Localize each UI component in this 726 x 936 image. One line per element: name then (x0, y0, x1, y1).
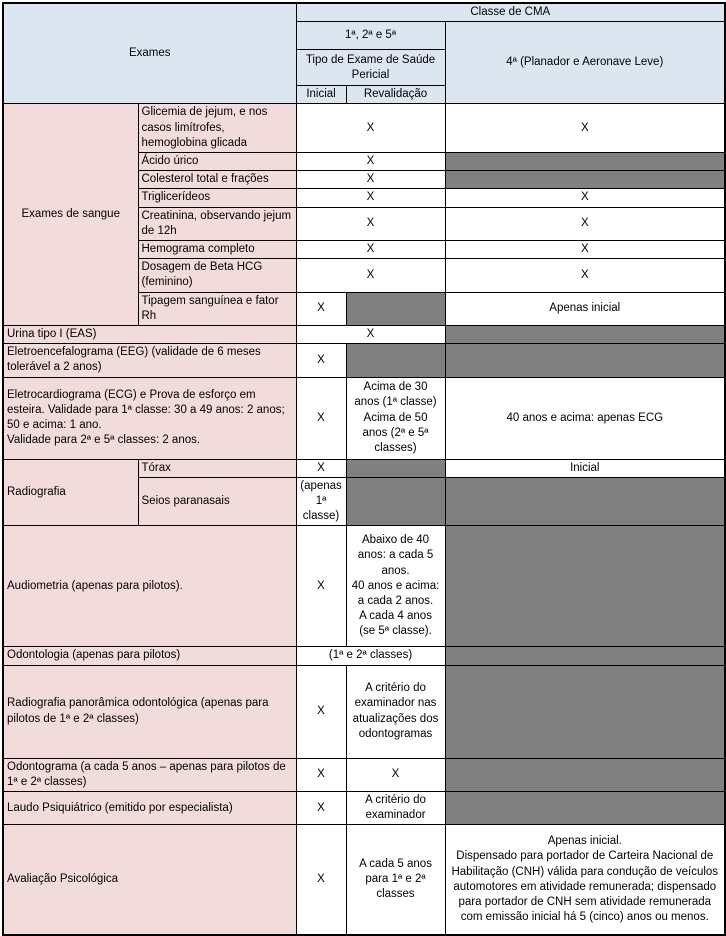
row-laudo-psiquiatrico (3, 792, 725, 825)
cell-avaliacao-psicologica-revalidacao: A cada 5 anos para 1ª e 2ª classes (346, 825, 445, 935)
cell-urina-mark: X (296, 326, 445, 344)
cell-radiografia-panoramica-inicial: X (296, 665, 346, 758)
cell-ecg-inicial: X (296, 377, 346, 459)
cell-colesterol-classe4-blocked (445, 171, 725, 189)
cell-avaliacao-psicologica-label: Avaliação Psicológica (3, 825, 296, 935)
cell-radiografia-panoramica-revalidacao: A critério do examinador nas atualizações dos odontogramas (346, 665, 445, 758)
cell-seios-inicial: (apenas 1ª classe) (296, 477, 346, 526)
cell-avaliacao-psicologica-inicial: X (296, 825, 346, 935)
cell-seios-revalidacao-blocked (346, 477, 445, 526)
cell-beta-hcg-label: Dosagem de Beta HCG (feminino) (138, 259, 296, 292)
header-row-classe-cma (3, 3, 725, 22)
cell-odontologia-mark: (1ª e 2ª classes) (296, 647, 445, 665)
row-glicemia (3, 104, 725, 153)
cell-creatinina-label: Creatinina, observando jejum de 12h (138, 207, 296, 240)
cell-seios-label: Seios paranasais (138, 477, 296, 526)
cell-audiometria-label: Audiometria (apenas para pilotos). (3, 526, 296, 647)
cell-radiografia-panoramica-label: Radiografia panorâmica odontológica (apenas para pilotos de 1ª e 2ª classes) (3, 665, 296, 758)
cell-odontograma-classe4-blocked (445, 758, 725, 791)
header-classe-4: 4ª (Planador e Aeronave Leve) (445, 22, 725, 104)
cell-hemograma-label: Hemograma completo (138, 241, 296, 259)
cell-tipagem-revalidacao-blocked (346, 292, 445, 325)
cell-torax-label: Tórax (138, 459, 296, 477)
group-radiografia: Radiografia (3, 459, 138, 526)
cell-ecg-label: Eletrocardiograma (ECG) e Prova de esforço em esteira. Validade para 1ª classe: 30 a 49 anos: 2 anos; 50 e acima: 1 ano. Validade para 2ª e 5ª classes: 2 anos. (3, 377, 296, 459)
header-classe-cma: Classe de CMA (296, 3, 725, 22)
row-torax (3, 459, 725, 477)
cell-laudo-psiquiatrico-inicial: X (296, 792, 346, 825)
cell-glicemia-classe4: X (445, 104, 725, 153)
cell-odontologia-classe4-blocked (445, 647, 725, 665)
row-avaliacao-psicologica (3, 825, 725, 935)
cell-beta-hcg-mark: X (296, 259, 445, 292)
cell-beta-hcg-classe4: X (445, 259, 725, 292)
cell-ecg-classe4: 40 anos e acima: apenas ECG (445, 377, 725, 459)
cell-seios-classe4-blocked (445, 477, 725, 526)
row-ecg (3, 377, 725, 459)
header-classes-125: 1ª, 2ª e 5ª (296, 22, 445, 50)
cell-odontograma-revalidacao: X (346, 758, 445, 791)
row-audiometria (3, 526, 725, 647)
cell-audiometria-classe4-blocked (445, 526, 725, 647)
cell-creatinina-classe4: X (445, 207, 725, 240)
cell-creatinina-mark: X (296, 207, 445, 240)
cell-glicemia-label: Glicemia de jejum, e nos casos limítrofes, hemoglobina glicada (138, 104, 296, 153)
cma-exams-table (2, 2, 726, 936)
cell-triglicerideos-mark: X (296, 189, 445, 207)
cell-triglicerideos-classe4: X (445, 189, 725, 207)
row-radiografia-panoramica (3, 665, 725, 758)
cell-laudo-psiquiatrico-classe4-blocked (445, 792, 725, 825)
header-exames: Exames (3, 3, 296, 104)
cell-acido-urico-label: Ácido úrico (138, 153, 296, 171)
header-tipo-exame: Tipo de Exame de Saúde Pericial (296, 50, 445, 86)
cell-hemograma-classe4: X (445, 241, 725, 259)
cell-eeg-classe4-blocked (445, 344, 725, 377)
cell-ecg-revalidacao: Acima de 30 anos (1ª classe) Acima de 50 anos (2ª e 5ª classes) (346, 377, 445, 459)
cell-audiometria-revalidacao: Abaixo de 40 anos: a cada 5 anos. 40 anos e acima: a cada 2 anos. A cada 4 anos (se 5ª classe). (346, 526, 445, 647)
cell-tipagem-classe4: Apenas inicial (445, 292, 725, 325)
cell-torax-revalidacao-blocked (346, 459, 445, 477)
cell-eeg-label: Eletroencefalograma (EEG) (validade de 6 meses tolerável a 2 anos) (3, 344, 296, 377)
cell-odontograma-inicial: X (296, 758, 346, 791)
cell-laudo-psiquiatrico-revalidacao: A critério do examinador (346, 792, 445, 825)
cell-urina-label: Urina tipo I (EAS) (3, 326, 296, 344)
row-odontograma (3, 758, 725, 791)
row-eeg (3, 344, 725, 377)
cell-acido-urico-mark: X (296, 153, 445, 171)
cell-triglicerideos-label: Triglicerídeos (138, 189, 296, 207)
cell-torax-inicial: X (296, 459, 346, 477)
cell-audiometria-inicial: X (296, 526, 346, 647)
cell-colesterol-label: Colesterol total e frações (138, 171, 296, 189)
cell-laudo-psiquiatrico-label: Laudo Psiquiátrico (emitido por especialista) (3, 792, 296, 825)
cell-tipagem-label: Tipagem sanguínea e fator Rh (138, 292, 296, 325)
cell-eeg-inicial: X (296, 344, 346, 377)
cell-radiografia-panoramica-classe4-blocked (445, 665, 725, 758)
cell-tipagem-inicial: X (296, 292, 346, 325)
header-inicial: Inicial (296, 86, 346, 104)
cell-avaliacao-psicologica-classe4: Apenas inicial. Dispensado para portador de Carteira Nacional de Habilitação (CNH) válida para condução de veículos automotores em atividade remunerada; dispensado para portador de CNH sem atividade remunerada com emissão inicial há 5 (cinco) anos ou menos. (445, 825, 725, 935)
cell-hemograma-mark: X (296, 241, 445, 259)
cell-odontologia-label: Odontologia (apenas para pilotos) (3, 647, 296, 665)
cell-glicemia-mark: X (296, 104, 445, 153)
cell-eeg-revalidacao-blocked (346, 344, 445, 377)
cell-colesterol-mark: X (296, 171, 445, 189)
row-urina (3, 326, 725, 344)
cell-acido-urico-classe4-blocked (445, 153, 725, 171)
row-odontologia (3, 647, 725, 665)
cell-odontograma-label: Odontograma (a cada 5 anos – apenas para pilotos de 1ª e 2ª classes) (3, 758, 296, 791)
header-revalidacao: Revalidação (346, 86, 445, 104)
group-exames-sangue: Exames de sangue (3, 104, 138, 326)
cell-torax-classe4: Inicial (445, 459, 725, 477)
cell-urina-classe4-blocked (445, 326, 725, 344)
